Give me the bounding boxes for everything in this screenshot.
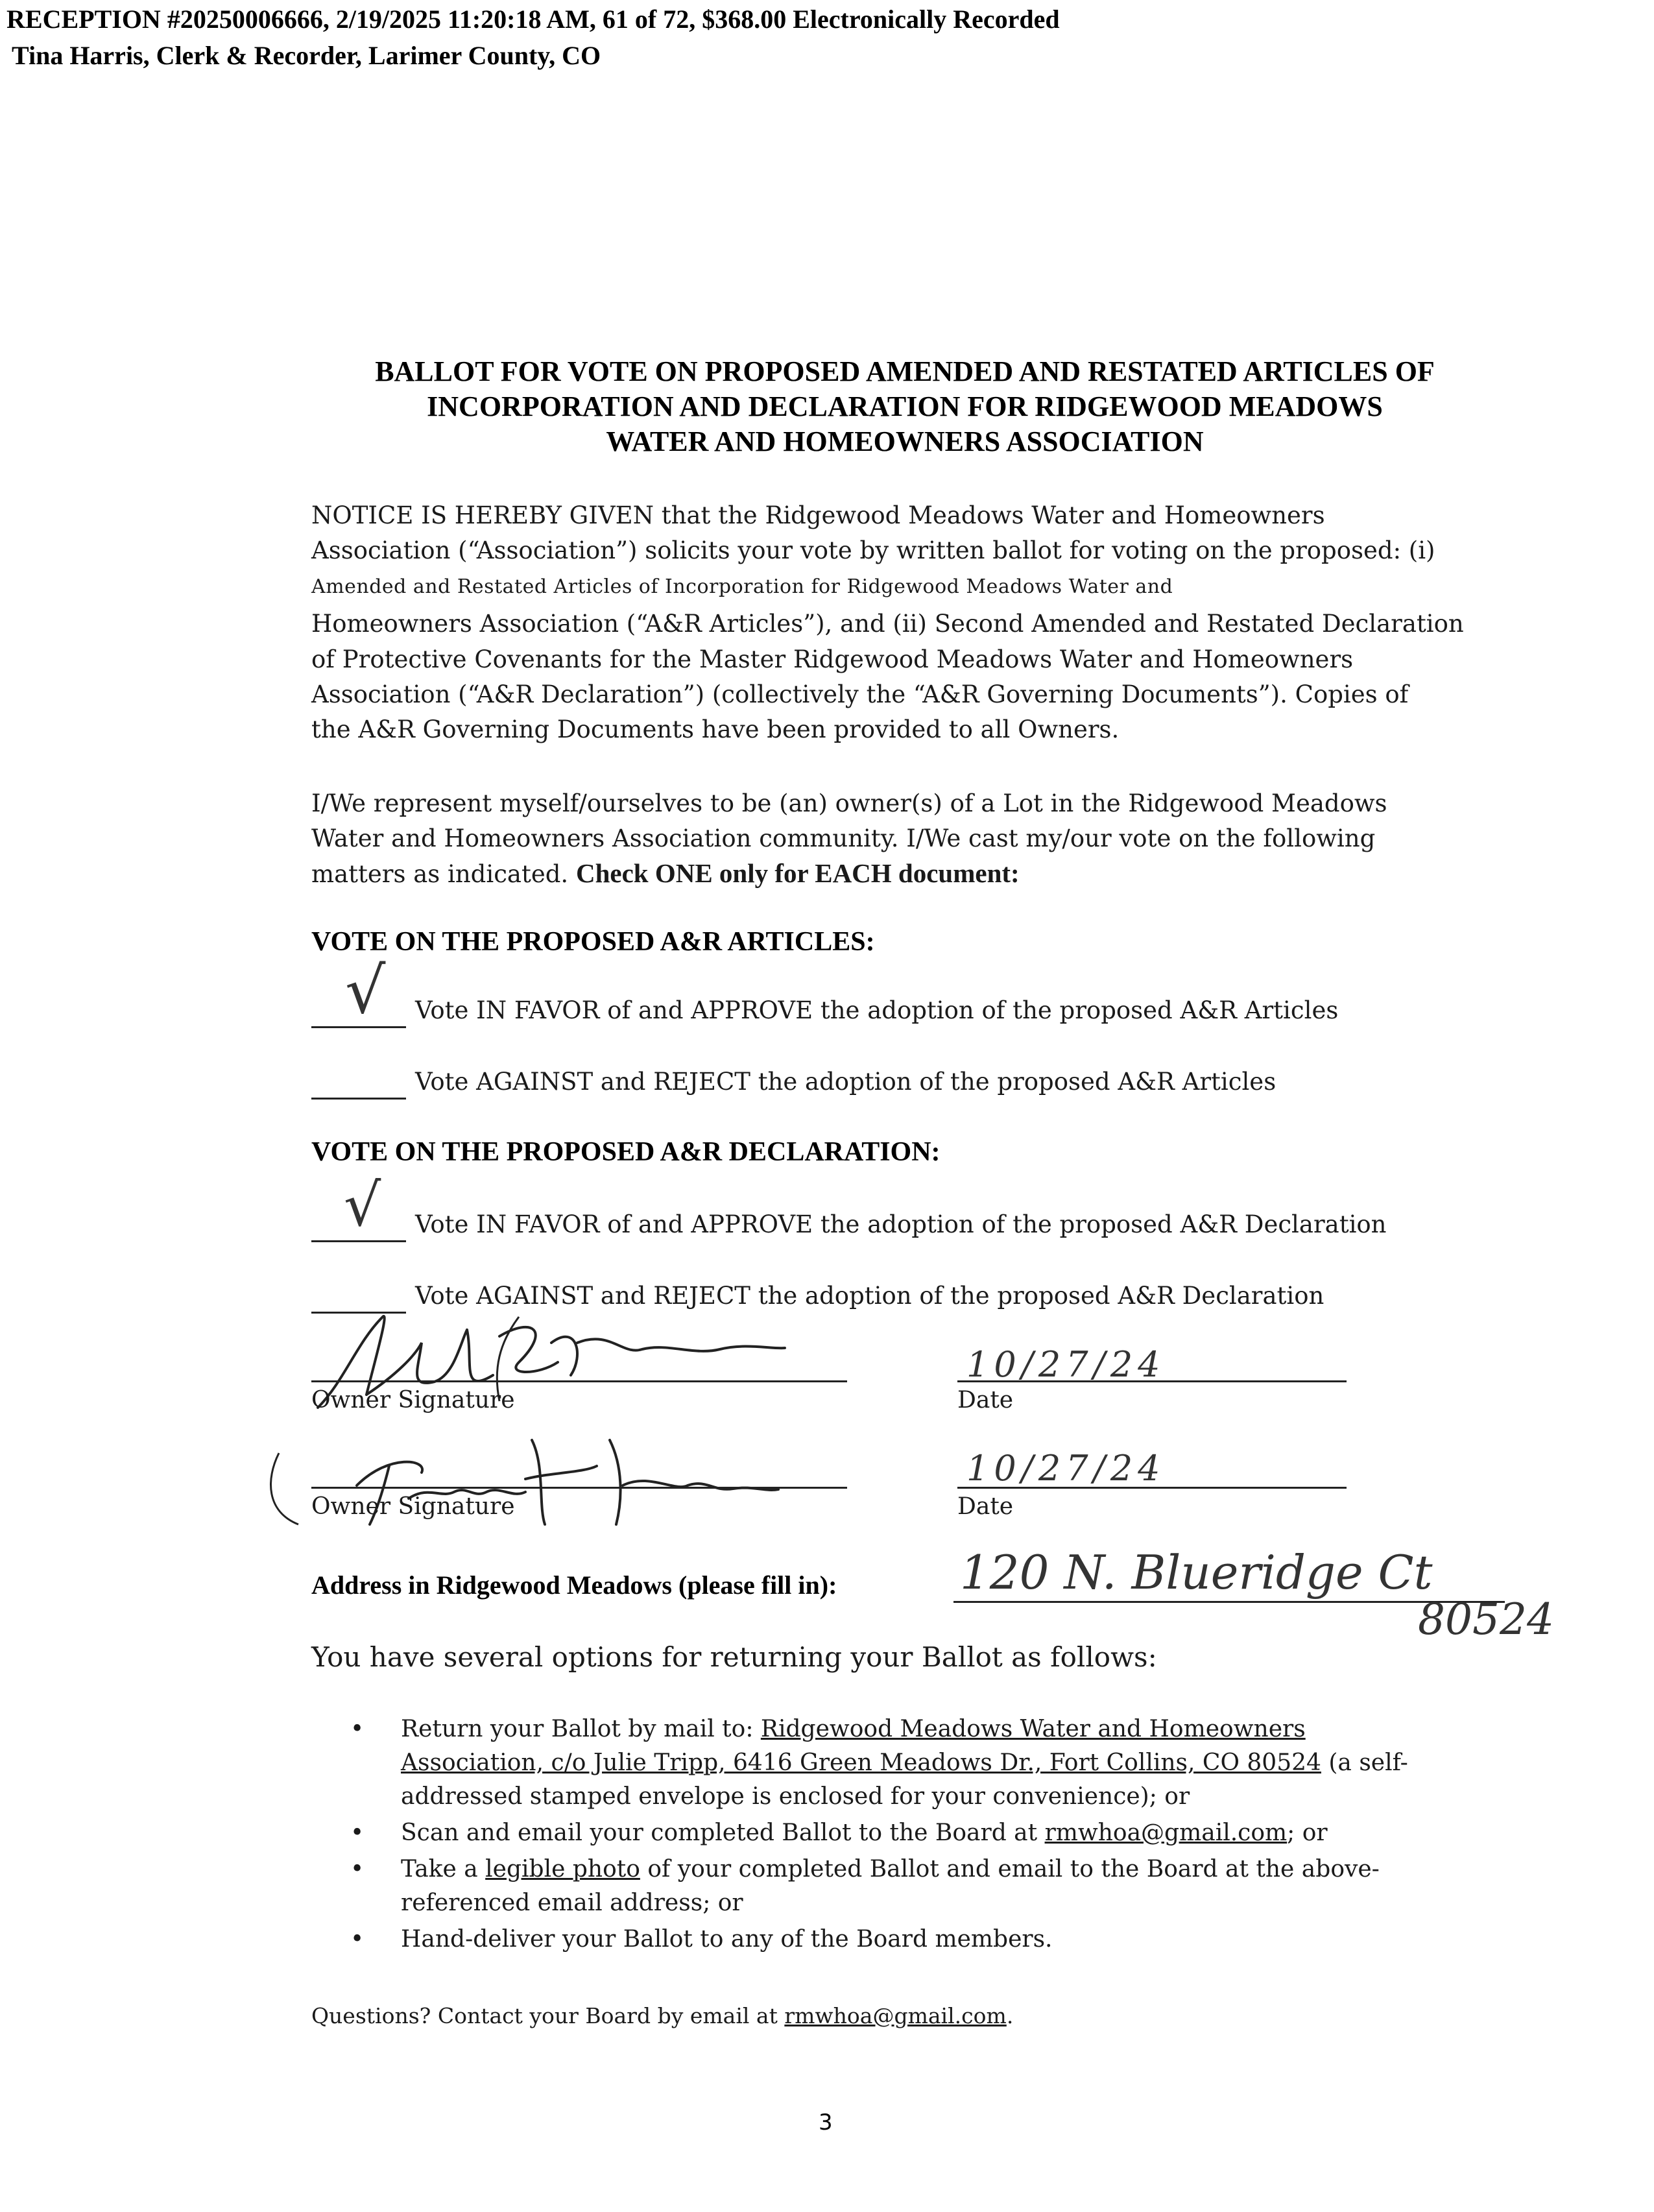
represent-line3 [311,856,1531,891]
mail-address-link-2[interactable]: Association, c/o Julie Tripp, 6416 Green Meadows Dr., Fort Collins, CO 80524 [401,1749,1321,1776]
declaration-vote-heading: VOTE ON THE PROPOSED A&R DECLARATION: [311,1137,941,1167]
questions-email-link[interactable]: rmwhoa@gmail.com [784,2003,1007,2028]
bullet-icon: • [350,1716,365,1742]
declaration-favor-blank[interactable] [311,1240,406,1242]
scan-email-text: Scan and email your completed Ballot to the Board at [401,1820,1045,1846]
date-value-1: 10/27/24 [966,1344,1166,1385]
list-item [350,1713,1518,1814]
articles-favor-checkmark: √ [345,954,386,1028]
notice-line7: the A&R Governing Documents have been provided to all Owners. [311,715,1120,743]
bullet-icon: • [350,1856,365,1882]
hand-deliver-text: Hand-deliver your Ballot to any of the Board members. [401,1926,1053,1953]
notice-line6: Association (“A&R Declaration”) (collectively the “A&R Governing Documents”). Copies of [311,680,1409,708]
articles-vote-heading: VOTE ON THE PROPOSED A&R ARTICLES: [311,927,875,957]
check-one-instruction: Check ONE only for EACH document: [575,858,1020,888]
return-mail-text-2: (a self- [1321,1749,1408,1776]
list-item [350,1816,1518,1850]
page-number: 3 [819,2110,833,2135]
articles-favor-option: Vote IN FAVOR of and APPROVE the adoption of the proposed A&R Articles [415,996,1339,1024]
scan-email-suffix: ; or [1287,1820,1328,1846]
recording-stamp-line1: RECEPTION #20250006666, 2/19/2025 11:20:18 AM, 61 of 72, $368.00 Electronically Recorded [6,5,1060,34]
legible-photo-emphasis: legible photo [485,1856,640,1882]
board-email-link[interactable]: rmwhoa@gmail.com [1044,1820,1288,1846]
ballot-title-line1: BALLOT FOR VOTE ON PROPOSED AMENDED AND RESTATED ARTICLES OF [375,355,1435,387]
owner-signature-label-2: Owner Signature [311,1493,515,1520]
photo-text: Take a [401,1856,486,1882]
list-item [350,1853,1518,1920]
date-line-1[interactable] [957,1380,1347,1382]
articles-against-blank[interactable] [311,1098,406,1100]
address-label: Address in Ridgewood Meadows (please fill in): [311,1570,837,1600]
photo-text-2: of your completed Ballot and email to the Board at the above- [640,1856,1380,1882]
represent-line2: Water and Homeowners Association community. I/We cast my/our vote on the following [311,824,1376,852]
date-label-2: Date [957,1493,1014,1520]
represent-line1: I/We represent myself/ourselves to be (an) owner(s) of a Lot in the Ridgewood Meadows [311,789,1387,817]
return-mail-text: Return your Ballot by mail to: [401,1716,761,1742]
questions-line [311,2003,1013,2028]
notice-line3: Amended and Restated Articles of Incorporation for Ridgewood Meadows Water and [311,575,1173,598]
questions-suffix: . [1006,2003,1014,2028]
bullet-icon: • [350,1926,365,1953]
photo-text-3: referenced email address; or [401,1890,743,1916]
address-value: 120 N. Blueridge Ct [960,1545,1433,1600]
ballot-title-line3: WATER AND HOMEOWNERS ASSOCIATION [606,426,1204,457]
declaration-favor-checkmark: √ [344,1172,381,1240]
notice-line2: Association (“Association”) solicits your vote by written ballot for voting on the proposed: (i) [311,536,1435,564]
declaration-against-option: Vote AGAINST and REJECT the adoption of the proposed A&R Declaration [415,1282,1324,1310]
notice-line4: Homeowners Association (“A&R Articles”), and (ii) Second Amended and Restated Declaration [311,610,1464,638]
articles-against-option: Vote AGAINST and REJECT the adoption of the proposed A&R Articles [415,1068,1276,1096]
represent-line3-text: matters as indicated. [311,860,576,888]
owner-signature-label-1: Owner Signature [311,1387,515,1413]
ballot-title-line2: INCORPORATION AND DECLARATION FOR RIDGEWOOD MEADOWS [427,391,1383,422]
owner-signature-line-2[interactable] [311,1487,847,1489]
address-zip: 80524 [1418,1594,1554,1644]
date-label-1: Date [957,1387,1014,1413]
notice-line1: NOTICE IS HEREBY GIVEN that the Ridgewood Meadows Water and Homeowners [311,501,1325,529]
return-options-list [350,1713,1518,1959]
mail-address-link-1[interactable]: Ridgewood Meadows Water and Homeowners [760,1716,1306,1742]
list-item [350,1923,1518,1956]
owner-signature-line-1[interactable] [311,1380,847,1382]
return-mail-text-3: addressed stamped envelope is enclosed for your convenience); or [401,1783,1190,1810]
bullet-icon: • [350,1820,365,1846]
return-options-intro: You have several options for returning your Ballot as follows: [311,1641,1157,1673]
date-value-2: 10/27/24 [966,1448,1166,1489]
questions-text: Questions? Contact your Board by email at [311,2003,785,2028]
date-line-2[interactable] [957,1487,1347,1489]
declaration-favor-option: Vote IN FAVOR of and APPROVE the adoption of the proposed A&R Declaration [415,1210,1387,1238]
notice-line5: of Protective Covenants for the Master Ridgewood Meadows Water and Homeowners [311,645,1354,673]
recording-stamp-line2: Tina Harris, Clerk & Recorder, Larimer County, CO [12,41,601,70]
owner-signature-2 [259,1427,856,1537]
